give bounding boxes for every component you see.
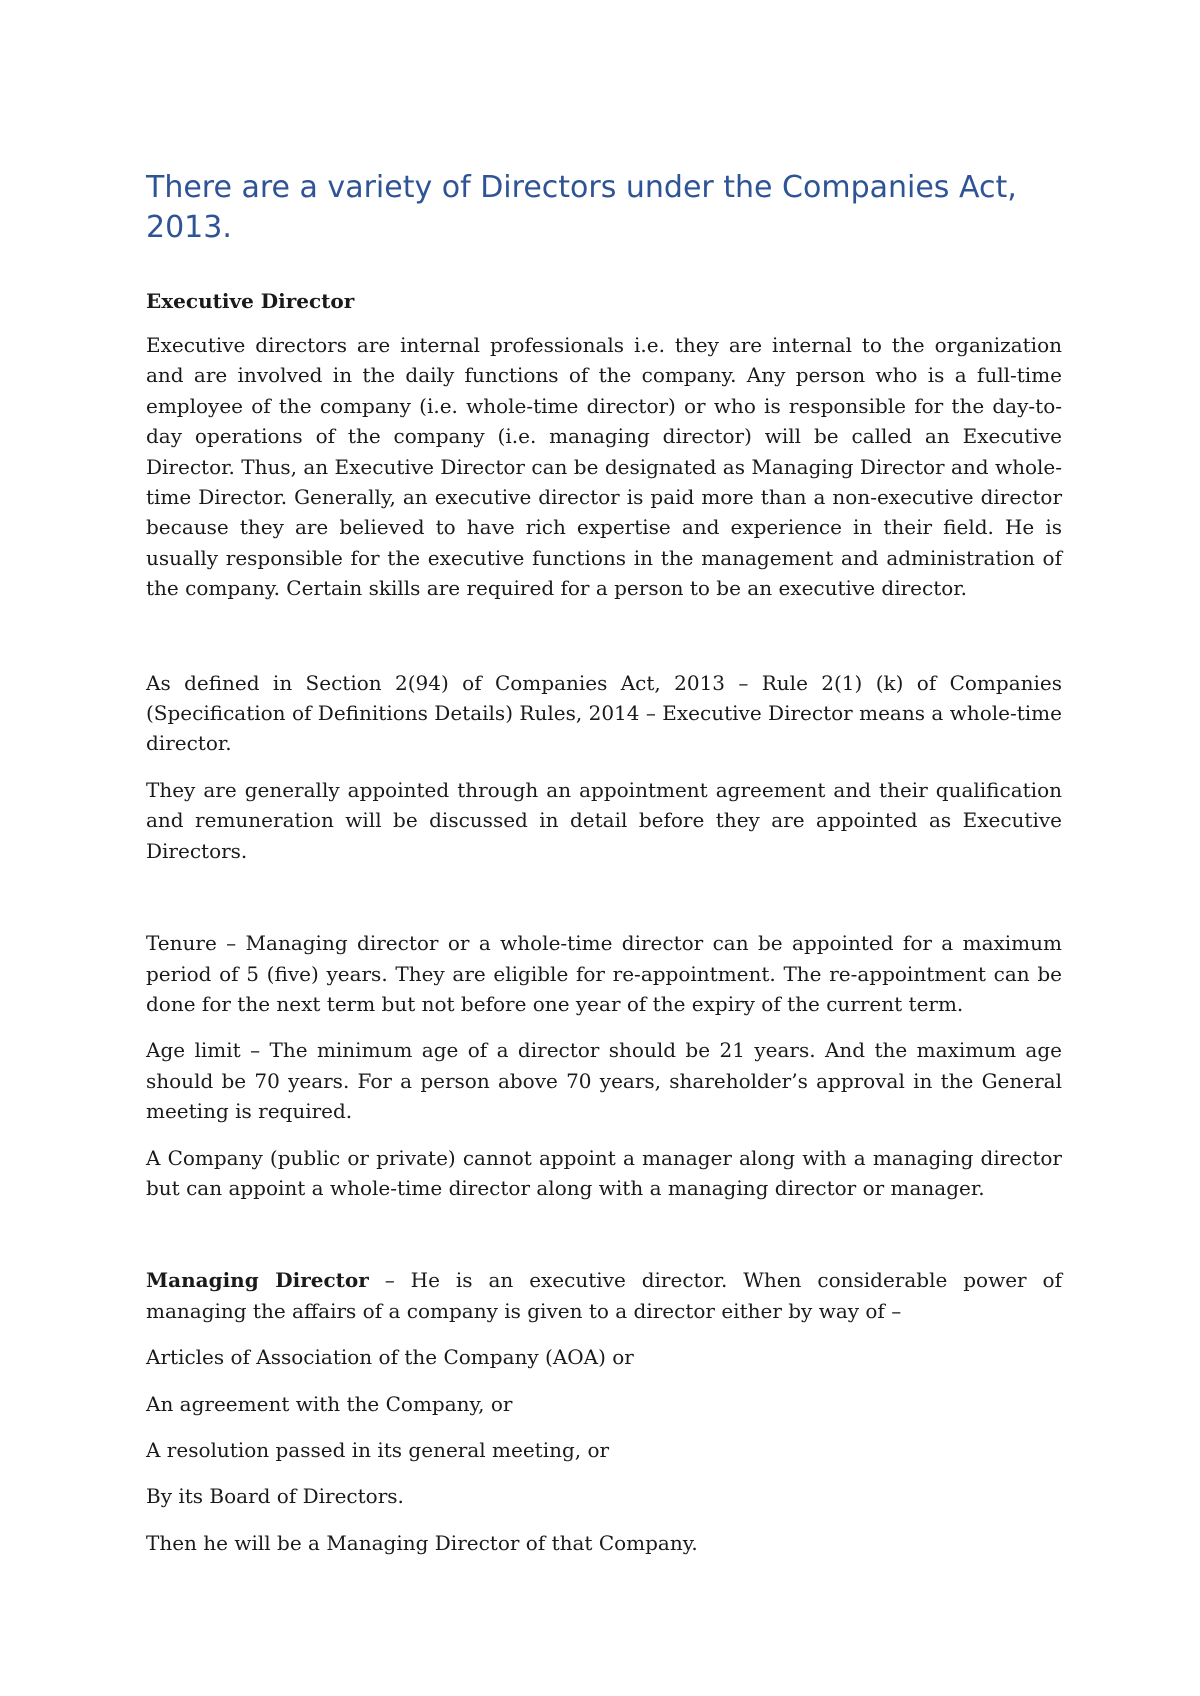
list-item: By its Board of Directors.: [146, 1484, 404, 1509]
list-item: A resolution passed in its general meeting, or: [146, 1437, 610, 1462]
appointment-paragraph: They are generally appointed through an appointment agreement and their qualification and remuneration will be discussed in detail before they are appointed as Executive Directors.: [146, 777, 1062, 863]
age-limit-paragraph: Age limit – The minimum age of a director should be 21 years. And the maximum age should be 70 years. For a person above 70 years, shareholder’s approval in the General meeting is required.: [146, 1038, 1062, 1124]
executive-director-paragraph: Executive directors are internal professionals i.e. they are internal to the organization and are involved in the daily functions of the company. Any person who is a full-time employee of the company (i.e. whole-time director) or who is responsible for the day-to-day operations of the company (i.e. managing director) will be called an Executive Director. Thus, an Executive Director can be designated as Managing Director and whole-time Director. Generally, an executive director is paid more than a non-executive director because they are believed to have rich expertise and experience in their field. He is usually responsible for the executive functions in the management and administration of the company. Certain skills are required for a person to be an executive director.: [146, 333, 1062, 601]
managing-director-text: – He is an executive director. When considerable power of managing the affairs of a company is given to a director either by way of –: [146, 1268, 1062, 1323]
list-item: Articles of Association of the Company (AOA) or: [146, 1345, 634, 1370]
company-appointment-paragraph: A Company (public or private) cannot appoint a manager along with a managing director but can appoint a whole-time director along with a managing director or manager.: [146, 1145, 1062, 1200]
managing-director-paragraph: [146, 1265, 1062, 1326]
tenure-paragraph: Tenure – Managing director or a whole-time director can be appointed for a maximum period of 5 (five) years. They are eligible for re-appointment. The re-appointment can be done for the next term but not before one year of the expiry of the current term.: [146, 931, 1062, 1016]
list-item: An agreement with the Company, or: [146, 1391, 513, 1416]
definition-paragraph: As defined in Section 2(94) of Companies Act, 2013 – Rule 2(1) (k) of Companies (Specification of Definitions Details) Rules, 2014 – Executive Director means a whole-time director.: [146, 670, 1062, 756]
executive-director-heading: Executive Director: [146, 289, 355, 313]
document-title: There are a variety of Directors under the Companies Act, 2013.: [146, 170, 1017, 245]
document-page: [146, 168, 1062, 1558]
managing-director-label: Managing Director: [146, 1268, 369, 1293]
conclusion-paragraph: Then he will be a Managing Director of that Company.: [146, 1530, 698, 1555]
